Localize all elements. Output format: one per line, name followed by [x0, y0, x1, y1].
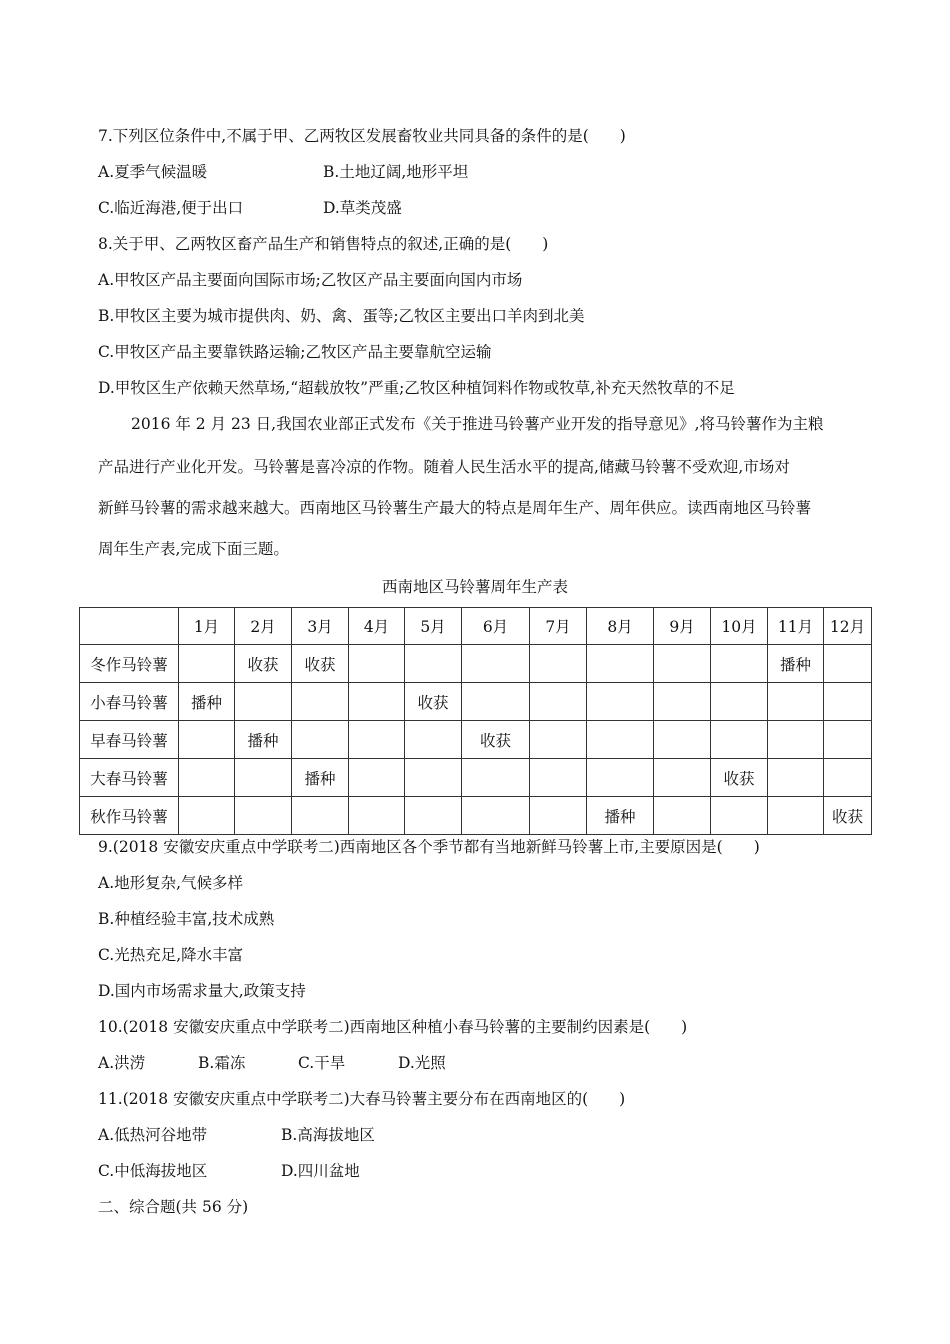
table-cell	[462, 683, 530, 721]
table-cell	[405, 721, 462, 759]
month-header: 6月	[462, 608, 530, 645]
q7-option-d: D.草类茂盛	[323, 199, 402, 217]
q9-option-a: A.地形复杂,气候多样	[98, 874, 244, 892]
table-cell	[462, 759, 530, 797]
table-cell	[530, 721, 587, 759]
table-cell	[824, 645, 872, 683]
table-row	[80, 721, 872, 759]
table-cell	[768, 759, 824, 797]
table-row	[80, 683, 872, 721]
table-cell	[349, 645, 405, 683]
table-cell	[824, 759, 872, 797]
q10-option-b: B.霜冻	[198, 1054, 246, 1072]
table-cell	[587, 645, 654, 683]
table-cell	[292, 683, 349, 721]
table-caption: 西南地区马铃薯周年生产表	[381, 578, 568, 596]
q10-stem: 10.(2018 安徽安庆重点中学联考二)西南地区种植小春马铃薯的主要制约因素是( )	[98, 1018, 688, 1036]
table-cell	[711, 797, 768, 835]
q11-stem: 11.(2018 安徽安庆重点中学联考二)大春马铃薯主要分布在西南地区的( )	[98, 1090, 626, 1108]
table-cell	[711, 721, 768, 759]
table-cell	[768, 721, 824, 759]
passage-line-2: 产品进行产业化开发。马铃薯是喜冷凉的作物。随着人民生活水平的提高,储藏马铃薯不受欢迎,市场对	[98, 458, 790, 476]
q11-option-a: A.低热河谷地带	[98, 1126, 208, 1144]
q8-option-a: A.甲牧区产品主要面向国际市场;乙牧区产品主要面向国内市场	[98, 271, 523, 289]
q11-option-d: D.四川盆地	[281, 1162, 360, 1180]
table-cell	[462, 645, 530, 683]
q10-option-c: C.干旱	[298, 1054, 346, 1072]
table-row	[80, 797, 872, 835]
table-cell: 收获	[405, 683, 462, 721]
table-row	[80, 759, 872, 797]
passage-line-3: 新鲜马铃薯的需求越来越大。西南地区马铃薯生产最大的特点是周年生产、周年供应。读西南地区马铃薯	[98, 499, 812, 517]
table-cell: 收获	[235, 645, 292, 683]
table-cell	[587, 759, 654, 797]
table-cell: 播种	[179, 683, 235, 721]
q9-option-b: B.种植经验丰富,技术成熟	[98, 910, 275, 928]
table-cell	[292, 797, 349, 835]
table-cell: 收获	[462, 721, 530, 759]
table-cell	[768, 797, 824, 835]
q8-stem: 8.关于甲、乙两牧区畜产品生产和销售特点的叙述,正确的是( )	[98, 235, 549, 253]
table-cell	[530, 645, 587, 683]
row-label: 秋作马铃薯	[80, 797, 179, 835]
table-cell	[587, 721, 654, 759]
q9-option-d: D.国内市场需求量大,政策支持	[98, 982, 306, 1000]
row-label: 冬作马铃薯	[80, 645, 179, 683]
passage-line-1: 2016 年 2 月 23 日,我国农业部正式发布《关于推进马铃薯产业开发的指导意见》,将马铃薯作为主粮	[131, 415, 824, 433]
table-cell	[654, 645, 711, 683]
table-cell	[654, 797, 711, 835]
month-header: 3月	[292, 608, 349, 645]
q10-option-d: D.光照	[398, 1054, 446, 1072]
table-cell	[405, 797, 462, 835]
table-cell	[768, 683, 824, 721]
q8-option-b: B.甲牧区主要为城市提供肉、奶、禽、蛋等;乙牧区主要出口羊肉到北美	[98, 307, 585, 325]
table-row	[80, 645, 872, 683]
table-cell	[179, 645, 235, 683]
month-header: 8月	[587, 608, 654, 645]
table-cell	[235, 797, 292, 835]
table-cell: 收获	[711, 759, 768, 797]
table-cell	[179, 759, 235, 797]
month-header: 7月	[530, 608, 587, 645]
table-cell	[349, 759, 405, 797]
table-cell	[654, 683, 711, 721]
table-cell	[824, 683, 872, 721]
q7-option-c: C.临近海港,便于出口	[98, 199, 244, 217]
q11-option-b: B.高海拔地区	[281, 1126, 375, 1144]
table-cell: 播种	[235, 721, 292, 759]
month-header: 4月	[349, 608, 405, 645]
table-cell: 播种	[768, 645, 824, 683]
table-cell	[654, 721, 711, 759]
q7-option-b: B.土地辽阔,地形平坦	[323, 163, 469, 181]
table-cell	[405, 645, 462, 683]
table-cell	[179, 797, 235, 835]
row-label: 小春马铃薯	[80, 683, 179, 721]
table-cell	[405, 759, 462, 797]
table-cell	[530, 683, 587, 721]
table-cell	[235, 683, 292, 721]
passage-line-4: 周年生产表,完成下面三题。	[98, 540, 289, 558]
month-header: 1月	[179, 608, 235, 645]
month-header: 9月	[654, 608, 711, 645]
table-cell	[530, 797, 587, 835]
q10-option-a: A.洪涝	[98, 1054, 146, 1072]
table-cell	[462, 797, 530, 835]
q7-option-a: A.夏季气候温暖	[98, 163, 208, 181]
table-cell: 播种	[292, 759, 349, 797]
month-header: 5月	[405, 608, 462, 645]
month-header: 2月	[235, 608, 292, 645]
table-cell: 收获	[824, 797, 872, 835]
row-label: 早春马铃薯	[80, 721, 179, 759]
table-cell	[530, 759, 587, 797]
table-cell	[349, 721, 405, 759]
table-cell	[654, 759, 711, 797]
table-cell	[235, 759, 292, 797]
table-cell	[711, 645, 768, 683]
q8-option-c: C.甲牧区产品主要靠铁路运输;乙牧区产品主要靠航空运输	[98, 343, 492, 361]
table-cell	[179, 721, 235, 759]
month-header: 12月	[824, 608, 872, 645]
q8-option-d: D.甲牧区生产依赖天然草场,“超载放牧”严重;乙牧区种植饲料作物或牧草,补充天然牧草的不足	[98, 379, 735, 397]
table-cell: 播种	[587, 797, 654, 835]
q9-stem: 9.(2018 安徽安庆重点中学联考二)西南地区各个季节都有当地新鲜马铃薯上市,主要原因是( )	[98, 838, 760, 856]
table-cell	[711, 683, 768, 721]
table-corner-cell	[80, 608, 179, 645]
table-cell	[824, 721, 872, 759]
section-2-title: 二、综合题(共 56 分)	[98, 1198, 249, 1216]
row-label: 大春马铃薯	[80, 759, 179, 797]
q11-option-c: C.中低海拔地区	[98, 1162, 208, 1180]
table-cell	[349, 683, 405, 721]
q7-stem: 7.下列区位条件中,不属于甲、乙两牧区发展畜牧业共同具备的条件的是( )	[98, 127, 626, 145]
table-cell	[349, 797, 405, 835]
potato-schedule-table	[79, 607, 872, 835]
table-cell	[292, 721, 349, 759]
month-header: 10月	[711, 608, 768, 645]
month-header: 11月	[768, 608, 824, 645]
table-header-row	[80, 608, 872, 645]
q9-option-c: C.光热充足,降水丰富	[98, 946, 244, 964]
table-cell	[587, 683, 654, 721]
table-cell: 收获	[292, 645, 349, 683]
